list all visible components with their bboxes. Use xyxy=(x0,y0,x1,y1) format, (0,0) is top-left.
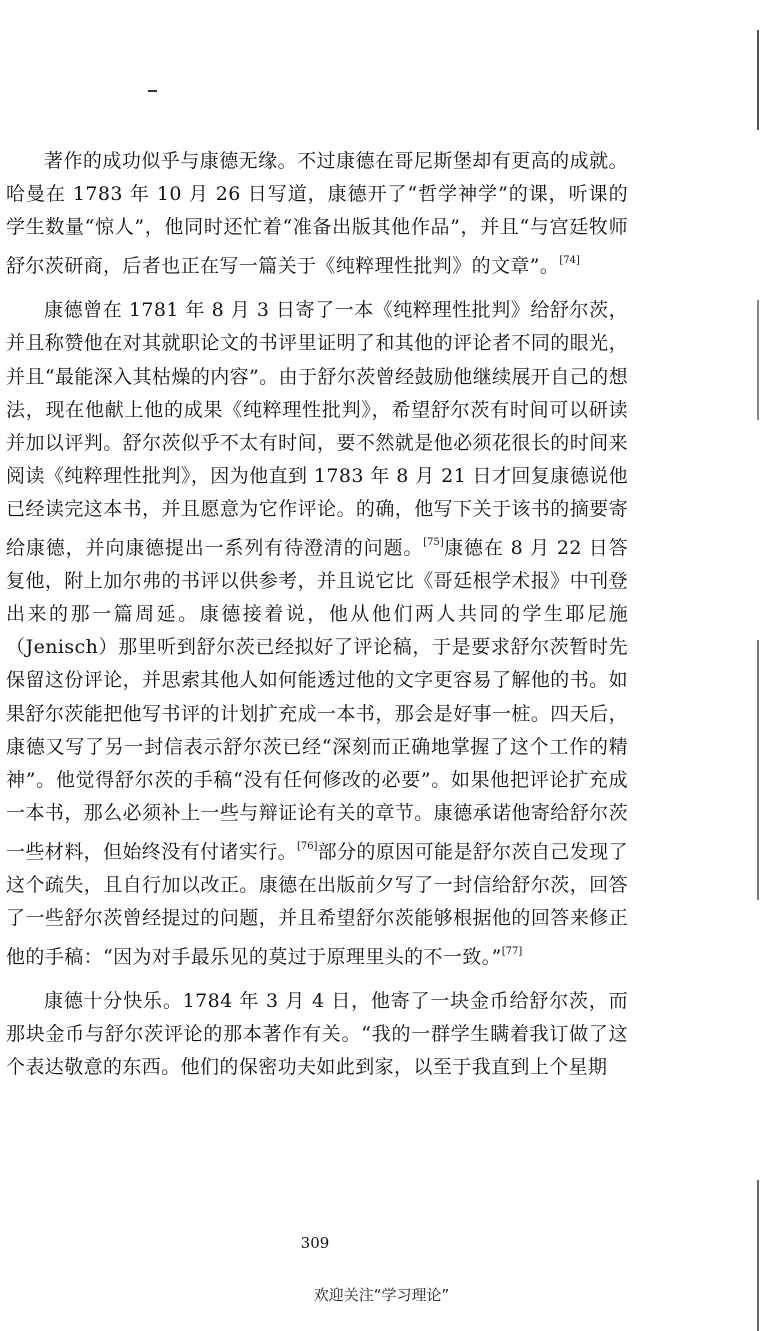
body-text xyxy=(6,145,628,1085)
page-number: 309 xyxy=(300,1234,330,1252)
paragraph-text: 康德曾在 1781 年 8 月 3 日寄了一本《纯粹理性批判》给舒尔茨，并且称赞他在对其就职论文的书评里证明了和其他的评论者不同的眼光，并且“最能深入其枯燥的内容”。由于舒尔茨曾经鼓励他继续展开自己的想法，现在他献上他的成果《纯粹理性批判》，希望舒尔茨有时间可以研读并加以评判。舒尔茨似乎不太有时间，要不然就是他必须花很长的时间来阅读《纯粹理性批判》，因为他直到 1783 年 8 月 21 日才回复康德说他已经读完这本书，并且愿意为它作评论。的确，他写下关于该书的摘要寄给康德，并向康德提出一系列有待澄清的问题。 xyxy=(6,299,628,560)
paragraph xyxy=(6,985,628,1084)
footnote-marker: [76] xyxy=(297,840,318,852)
paragraph-text: 康德十分快乐。1784 年 3 月 4 日，他寄了一块金币给舒尔茨，而那块金币与舒尔茨评论的那本著作有关。“我的一群学生瞒着我订做了这个表达敬意的东西。他们的保密功夫如此到家，以至于我直到上个星期 xyxy=(6,990,628,1079)
paragraph xyxy=(6,145,628,283)
scan-edge xyxy=(757,0,759,1331)
paragraph-text: 著作的成功似乎与康德无缘。不过康德在哥尼斯堡却有更高的成就。哈曼在 1783 年 10 月 26 日写道，康德开了“哲学神学”的课，听课的学生数量“惊人”，他同时还忙着“准备出版其他作品”，并且“与宫廷牧师舒尔茨研商，后者也正在写一篇关于《纯粹理性批判》的文章”。 xyxy=(6,150,628,278)
header-mark xyxy=(148,90,157,92)
paragraph-text: 康德在 8 月 22 日答复他，附上加尔弗的书评以供参考，并且说它比《哥廷根学术报》中刊登出来的那一篇周延。康德接着说，他从他们两人共同的学生耶尼施（Jenisch）那里听到舒尔茨已经拟好了评论稿，于是要求舒尔茨暂时先保留这份评论，并思索其他人如何能透过他的文字更容易了解他的书。如果舒尔茨能把他写书评的计划扩充成一本书，那会是好事一桩。四天后，康德又写了另一封信表示舒尔茨已经“深刻而正确地掌握了这个工作的精神”。他觉得舒尔茨的手稿“没有任何修改的必要”。如果他把评论扩充成一本书，那么必须补上一些与辩证论有关的章节。康德承诺他寄给舒尔茨一些材料，但始终没有付诸实行。 xyxy=(6,537,628,863)
paragraph xyxy=(6,294,628,974)
paragraph-text: 部分的原因可能是舒尔茨自己发现了这个疏失，且自行加以改正。康德在出版前夕写了一封信给舒尔茨，回答了一些舒尔茨曾经提过的问题，并且希望舒尔茨能够根据他的回答来修正他的手稿：“因为对手最乐见的莫过于原理里头的不一致。” xyxy=(6,840,628,969)
footnote-marker: [75] xyxy=(423,537,444,549)
footnote-marker: [74] xyxy=(559,255,580,267)
footnote-marker: [77] xyxy=(501,946,523,958)
footer-note: 欢迎关注“学习理论” xyxy=(313,1286,450,1304)
